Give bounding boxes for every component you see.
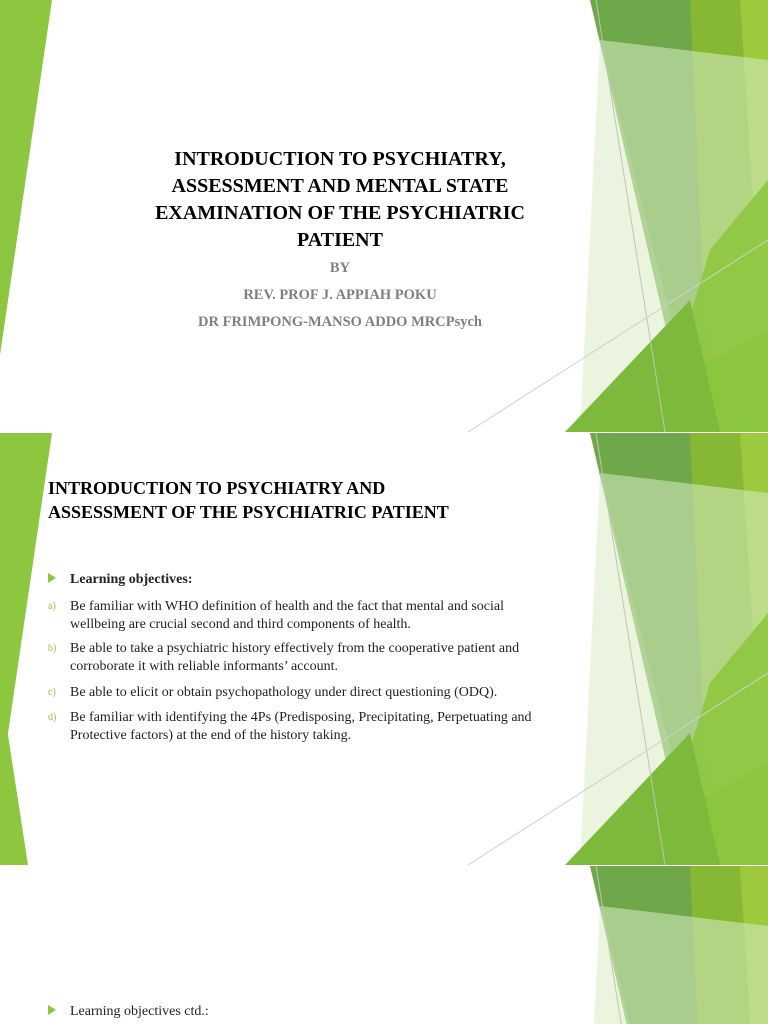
author-primary: REV. PROF J. APPIAH POKU [243,287,437,303]
item-text: Be able to take a psychiatric history effectively from the cooperative patient and corroborate it with reliable informants’ account. [70,641,520,674]
objectives-slide [0,433,768,865]
triangle-bullet-icon [48,573,56,583]
green-facet-decoration [0,866,768,1024]
item-marker: d) [48,712,57,723]
slide-title: INTRODUCTION TO PSYCHIATRY AND ASSESSMENT OF THE PSYCHIATRIC PATIENT [48,478,449,522]
objectives-continued-slide [0,866,768,1024]
bullet-text: Learning objectives ctd.: [70,1004,209,1019]
by-label: BY [329,260,351,276]
triangle-bullet-icon [48,1005,56,1015]
author-secondary: DR FRIMPONG-MANSO ADDO MRCPsych [198,314,482,330]
item-marker: a) [48,601,56,612]
item-marker: b) [48,643,57,654]
item-text: Be familiar with identifying the 4Ps (Predisposing, Precipitating, Perpetuating and Protective factors) at the end of the history taking. [70,710,532,743]
item-text: Be able to elicit or obtain psychopathology under direct questioning (ODQ). [70,685,498,700]
title-slide [0,0,768,432]
item-marker: c) [48,687,56,698]
presentation-title: INTRODUCTION TO PSYCHIATRY, ASSESSMENT AND MENTAL STATE EXAMINATION OF THE PSYCHIATRIC PATIENT [155,148,525,251]
item-text: Be familiar with WHO definition of health and the fact that mental and social wellbeing are crucial second and third components of health. [70,599,504,632]
bullet-text: Learning objectives: [70,572,193,587]
